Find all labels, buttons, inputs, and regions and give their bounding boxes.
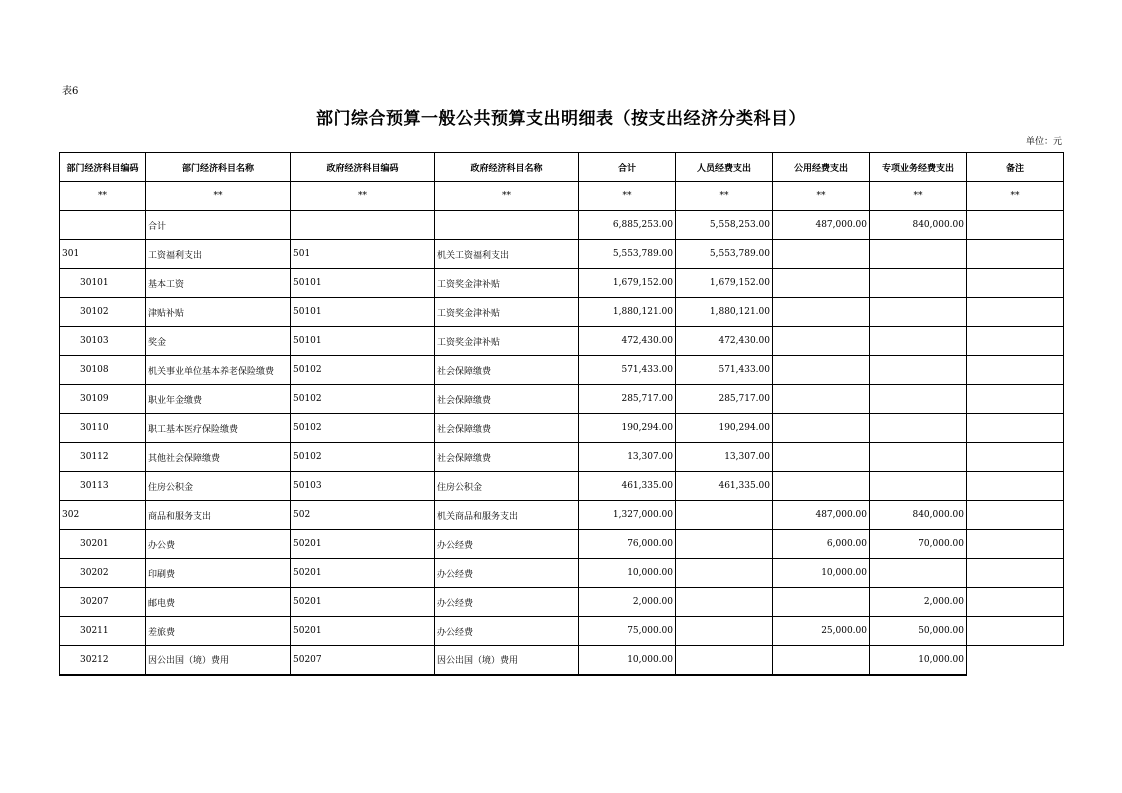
header-gov-code: 政府经济科目编码 xyxy=(291,153,435,182)
cell-gov-code: 50201 xyxy=(291,559,435,588)
cell-dept-name: 职业年金缴费 xyxy=(146,385,291,414)
cell-dept-name: 津贴补贴 xyxy=(146,298,291,327)
cell-dept-name: 邮电费 xyxy=(146,588,291,617)
table-row xyxy=(60,559,1064,588)
cell-special xyxy=(870,327,967,356)
cell-dept-name: 奖金 xyxy=(146,327,291,356)
cell-total: 10,000.00 xyxy=(579,646,676,675)
cell-dept-name: 印刷费 xyxy=(146,559,291,588)
cell-personnel xyxy=(676,530,773,559)
cell-dept-name: 办公费 xyxy=(146,530,291,559)
cell-dept-code: 30202 xyxy=(60,559,146,588)
header-dept-code: 部门经济科目编码 xyxy=(60,153,146,182)
mark-cell: ** xyxy=(773,182,870,211)
cell-gov-name: 住房公积金 xyxy=(435,472,579,501)
cell-note xyxy=(967,617,1064,646)
table-row xyxy=(60,617,1064,646)
cell-special: 840,000.00 xyxy=(870,211,967,240)
cell-public xyxy=(773,327,870,356)
cell-note xyxy=(967,414,1064,443)
cell-personnel xyxy=(676,646,773,675)
cell-gov-name: 机关商品和服务支出 xyxy=(435,501,579,530)
mark-cell: ** xyxy=(435,182,579,211)
cell-dept-code: 30103 xyxy=(60,327,146,356)
cell-special xyxy=(870,472,967,501)
cell-dept-code: 30110 xyxy=(60,414,146,443)
cell-public: 487,000.00 xyxy=(773,501,870,530)
table-header-row xyxy=(60,153,1064,182)
cell-personnel xyxy=(676,588,773,617)
cell-gov-name: 办公经费 xyxy=(435,588,579,617)
cell-dept-name: 住房公积金 xyxy=(146,472,291,501)
cell-personnel: 5,558,253.00 xyxy=(676,211,773,240)
cell-public xyxy=(773,240,870,269)
table-number: 表6 xyxy=(62,86,79,97)
cell-gov-name: 机关工资福利支出 xyxy=(435,240,579,269)
cell-gov-name: 因公出国（境）费用 xyxy=(435,646,579,675)
cell-personnel xyxy=(676,501,773,530)
cell-dept-name: 工资福利支出 xyxy=(146,240,291,269)
table-row xyxy=(60,501,1064,530)
cell-public xyxy=(773,269,870,298)
table-row xyxy=(60,414,1064,443)
cell-dept-name: 合计 xyxy=(146,211,291,240)
cell-personnel xyxy=(676,617,773,646)
cell-total: 75,000.00 xyxy=(579,617,676,646)
table-row xyxy=(60,472,1064,501)
cell-gov-code: 50102 xyxy=(291,385,435,414)
table-row xyxy=(60,240,1064,269)
cell-public: 6,000.00 xyxy=(773,530,870,559)
cell-public xyxy=(773,356,870,385)
cell-special: 840,000.00 xyxy=(870,501,967,530)
cell-dept-name: 基本工资 xyxy=(146,269,291,298)
cell-personnel: 1,679,152.00 xyxy=(676,269,773,298)
cell-public xyxy=(773,414,870,443)
header-note: 备注 xyxy=(967,153,1064,182)
cell-note xyxy=(967,211,1064,240)
cell-public xyxy=(773,588,870,617)
cell-dept-name: 差旅费 xyxy=(146,617,291,646)
header-gov-name: 政府经济科目名称 xyxy=(435,153,579,182)
cell-total: 1,880,121.00 xyxy=(579,298,676,327)
cell-dept-code: 30102 xyxy=(60,298,146,327)
cell-gov-code: 50102 xyxy=(291,414,435,443)
cell-gov-code: 501 xyxy=(291,240,435,269)
cell-special xyxy=(870,559,967,588)
mark-cell: ** xyxy=(579,182,676,211)
cell-gov-name: 办公经费 xyxy=(435,559,579,588)
cell-note xyxy=(967,472,1064,501)
header-special: 专项业务经费支出 xyxy=(870,153,967,182)
cell-personnel: 461,335.00 xyxy=(676,472,773,501)
cell-special xyxy=(870,356,967,385)
unit-label: 单位：元 xyxy=(1025,137,1062,147)
cell-special xyxy=(870,443,967,472)
cell-note xyxy=(967,240,1064,269)
cell-personnel xyxy=(676,559,773,588)
mark-cell: ** xyxy=(60,182,146,211)
cell-total: 190,294.00 xyxy=(579,414,676,443)
mark-cell: ** xyxy=(146,182,291,211)
cell-total: 10,000.00 xyxy=(579,559,676,588)
cell-special xyxy=(870,414,967,443)
mark-cell: ** xyxy=(967,182,1064,211)
cell-note xyxy=(967,327,1064,356)
cell-dept-name: 机关事业单位基本养老保险缴费 xyxy=(146,356,291,385)
cell-public xyxy=(773,443,870,472)
cell-personnel: 571,433.00 xyxy=(676,356,773,385)
cell-gov-name: 办公经费 xyxy=(435,530,579,559)
cell-total: 5,553,789.00 xyxy=(579,240,676,269)
cell-gov-code: 50201 xyxy=(291,530,435,559)
cell-public xyxy=(773,472,870,501)
cell-note xyxy=(967,530,1064,559)
cell-gov-code: 50207 xyxy=(291,646,435,675)
cell-gov-name: 社会保障缴费 xyxy=(435,356,579,385)
cell-dept-code: 30109 xyxy=(60,385,146,414)
cell-personnel: 472,430.00 xyxy=(676,327,773,356)
cell-gov-name: 工资奖金津补贴 xyxy=(435,327,579,356)
cell-gov-code: 50101 xyxy=(291,269,435,298)
cell-personnel: 190,294.00 xyxy=(676,414,773,443)
cell-personnel: 285,717.00 xyxy=(676,385,773,414)
cell-public: 25,000.00 xyxy=(773,617,870,646)
table-row xyxy=(60,327,1064,356)
cell-special: 10,000.00 xyxy=(870,646,967,675)
cell-gov-name: 社会保障缴费 xyxy=(435,443,579,472)
cell-public xyxy=(773,298,870,327)
cell-dept-code xyxy=(60,211,146,240)
cell-note xyxy=(967,298,1064,327)
table-row xyxy=(60,530,1064,559)
cell-special xyxy=(870,385,967,414)
cell-note xyxy=(967,385,1064,414)
cell-dept-code: 30112 xyxy=(60,443,146,472)
cell-total: 571,433.00 xyxy=(579,356,676,385)
cell-special: 50,000.00 xyxy=(870,617,967,646)
cell-note xyxy=(967,443,1064,472)
mark-cell: ** xyxy=(870,182,967,211)
page-title: 部门综合预算一般公共预算支出明细表（按支出经济分类科目） xyxy=(316,109,806,129)
header-dept-name: 部门经济科目名称 xyxy=(146,153,291,182)
header-total: 合计 xyxy=(579,153,676,182)
cell-gov-name: 办公经费 xyxy=(435,617,579,646)
table-row xyxy=(60,269,1064,298)
cell-total: 472,430.00 xyxy=(579,327,676,356)
cell-special xyxy=(870,240,967,269)
cell-personnel: 13,307.00 xyxy=(676,443,773,472)
cell-gov-code: 50101 xyxy=(291,327,435,356)
cell-note xyxy=(967,356,1064,385)
cell-note xyxy=(967,559,1064,588)
cell-gov-code: 50103 xyxy=(291,472,435,501)
cell-dept-name: 因公出国（境）费用 xyxy=(146,646,291,675)
cell-gov-code xyxy=(291,211,435,240)
cell-gov-name: 社会保障缴费 xyxy=(435,414,579,443)
cell-special: 2,000.00 xyxy=(870,588,967,617)
cell-note xyxy=(967,588,1064,617)
cell-dept-code: 30113 xyxy=(60,472,146,501)
cell-total: 1,679,152.00 xyxy=(579,269,676,298)
cell-dept-code: 30201 xyxy=(60,530,146,559)
cell-gov-code: 50201 xyxy=(291,617,435,646)
table-row xyxy=(60,211,1064,240)
cell-special xyxy=(870,298,967,327)
table-row xyxy=(60,646,1064,675)
cell-total: 461,335.00 xyxy=(579,472,676,501)
cell-public: 10,000.00 xyxy=(773,559,870,588)
cell-note xyxy=(967,646,1064,675)
cell-gov-name: 工资奖金津补贴 xyxy=(435,298,579,327)
header-public: 公用经费支出 xyxy=(773,153,870,182)
cell-dept-code: 30212 xyxy=(60,646,146,675)
mark-cell: ** xyxy=(676,182,773,211)
cell-public xyxy=(773,385,870,414)
cell-dept-code: 30207 xyxy=(60,588,146,617)
cell-total: 76,000.00 xyxy=(579,530,676,559)
cell-personnel: 5,553,789.00 xyxy=(676,240,773,269)
cell-note xyxy=(967,269,1064,298)
cell-public: 487,000.00 xyxy=(773,211,870,240)
marks-row xyxy=(60,182,1064,211)
cell-gov-code: 50201 xyxy=(291,588,435,617)
table-row xyxy=(60,385,1064,414)
cell-special xyxy=(870,269,967,298)
budget-detail-table xyxy=(59,152,1064,676)
cell-dept-name: 职工基本医疗保险缴费 xyxy=(146,414,291,443)
cell-total: 285,717.00 xyxy=(579,385,676,414)
cell-gov-code: 502 xyxy=(291,501,435,530)
cell-dept-code: 30108 xyxy=(60,356,146,385)
table-row xyxy=(60,298,1064,327)
cell-gov-name: 工资奖金津补贴 xyxy=(435,269,579,298)
header-personnel: 人员经费支出 xyxy=(676,153,773,182)
cell-gov-name xyxy=(435,211,579,240)
cell-dept-name: 其他社会保障缴费 xyxy=(146,443,291,472)
cell-gov-code: 50102 xyxy=(291,443,435,472)
mark-cell: ** xyxy=(291,182,435,211)
table-row xyxy=(60,356,1064,385)
cell-public xyxy=(773,646,870,675)
cell-gov-code: 50102 xyxy=(291,356,435,385)
cell-special: 70,000.00 xyxy=(870,530,967,559)
cell-personnel: 1,880,121.00 xyxy=(676,298,773,327)
cell-total: 6,885,253.00 xyxy=(579,211,676,240)
table-row xyxy=(60,443,1064,472)
cell-dept-code: 30211 xyxy=(60,617,146,646)
cell-dept-code: 30101 xyxy=(60,269,146,298)
table-row xyxy=(60,588,1064,617)
cell-total: 13,307.00 xyxy=(579,443,676,472)
cell-total: 2,000.00 xyxy=(579,588,676,617)
cell-dept-code: 301 xyxy=(60,240,146,269)
cell-note xyxy=(967,501,1064,530)
cell-gov-code: 50101 xyxy=(291,298,435,327)
cell-total: 1,327,000.00 xyxy=(579,501,676,530)
cell-gov-name: 社会保障缴费 xyxy=(435,385,579,414)
cell-dept-name: 商品和服务支出 xyxy=(146,501,291,530)
cell-dept-code: 302 xyxy=(60,501,146,530)
